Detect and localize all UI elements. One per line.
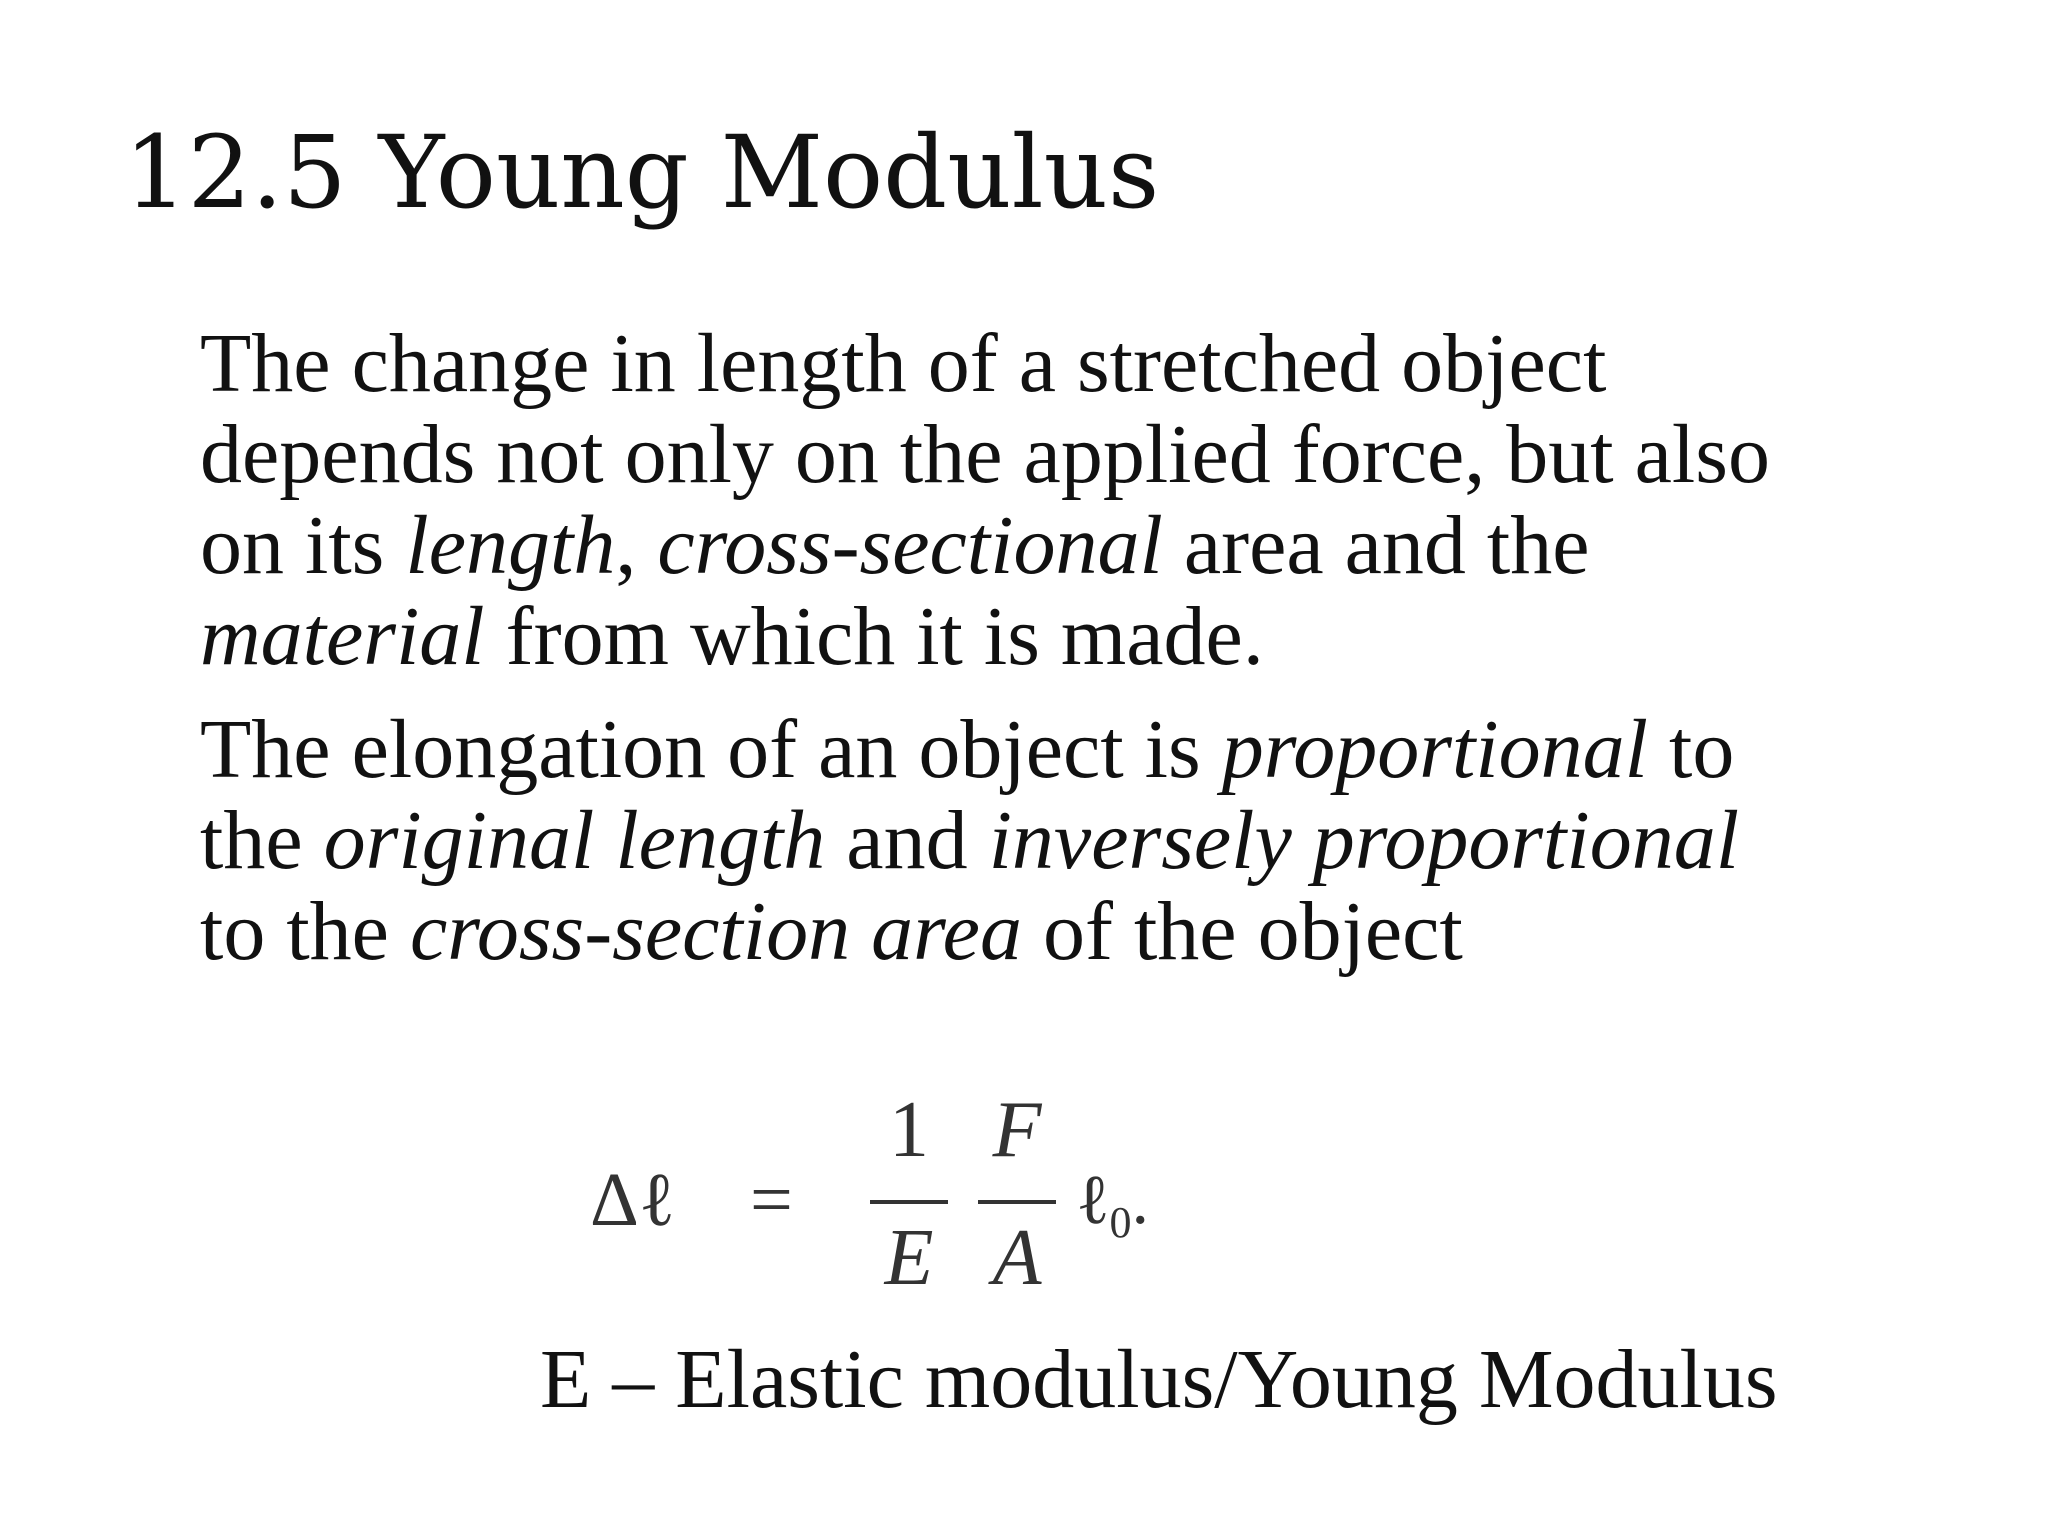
emphasis-material: material [200, 590, 485, 683]
fraction-bar [870, 1200, 948, 1204]
definition-e: E – Elastic modulus/Young Modulus [540, 1333, 1778, 1426]
text-segment: , [615, 499, 658, 592]
fraction-bar [978, 1200, 1056, 1204]
text-segment: area and the [1162, 499, 1590, 592]
fraction-numerator: 1 [889, 1086, 929, 1174]
fraction-f-over-a [974, 1086, 1060, 1320]
paragraph-change-in-length [200, 318, 1920, 682]
formula-equals: = [750, 1158, 793, 1242]
emphasis-original-length: original length [323, 794, 826, 887]
paragraph1-line2: depends not only on the applied force, but also [200, 408, 1770, 501]
paragraph-elongation [200, 704, 1920, 977]
text-segment: to the [200, 885, 410, 978]
emphasis-cross-sectional: cross-sectional [657, 499, 1163, 592]
paragraph2-line2 [200, 795, 1920, 886]
emphasis-inversely-proportional: inversely proportional [988, 794, 1740, 887]
slide-title: 12.5 Young Modulus [124, 114, 1160, 231]
young-modulus-formula [590, 1086, 1210, 1320]
formula-lhs: Δℓ [590, 1158, 676, 1242]
subscript-zero: 0 [1109, 1198, 1132, 1247]
text-segment: The elongation of an object is [200, 703, 1222, 796]
emphasis-proportional: proportional [1221, 703, 1648, 796]
formula-period: . [1131, 1162, 1150, 1239]
text-segment: of the object [1021, 885, 1463, 978]
text-segment: from which it is made. [484, 590, 1264, 683]
paragraph2-line3 [200, 886, 1920, 977]
length-symbol: ℓ [1076, 1162, 1110, 1239]
formula-original-length [1076, 1162, 1150, 1247]
paragraph2-line1 [200, 704, 1920, 795]
fraction-one-over-e [866, 1086, 952, 1320]
fraction-numerator: F [992, 1086, 1042, 1174]
fraction-denominator: A [992, 1214, 1042, 1302]
text-segment: the [200, 794, 324, 887]
paragraph1-line3 [200, 500, 1920, 591]
paragraph1-line1: The change in length of a stretched object [200, 317, 1607, 410]
text-segment: and [825, 794, 989, 887]
emphasis-length: length [405, 499, 616, 592]
fraction-denominator: E [884, 1214, 934, 1302]
text-segment: on its [200, 499, 406, 592]
emphasis-cross-section-area: cross-section area [409, 885, 1022, 978]
paragraph1-line4 [200, 591, 1920, 682]
text-segment: to [1647, 703, 1735, 796]
